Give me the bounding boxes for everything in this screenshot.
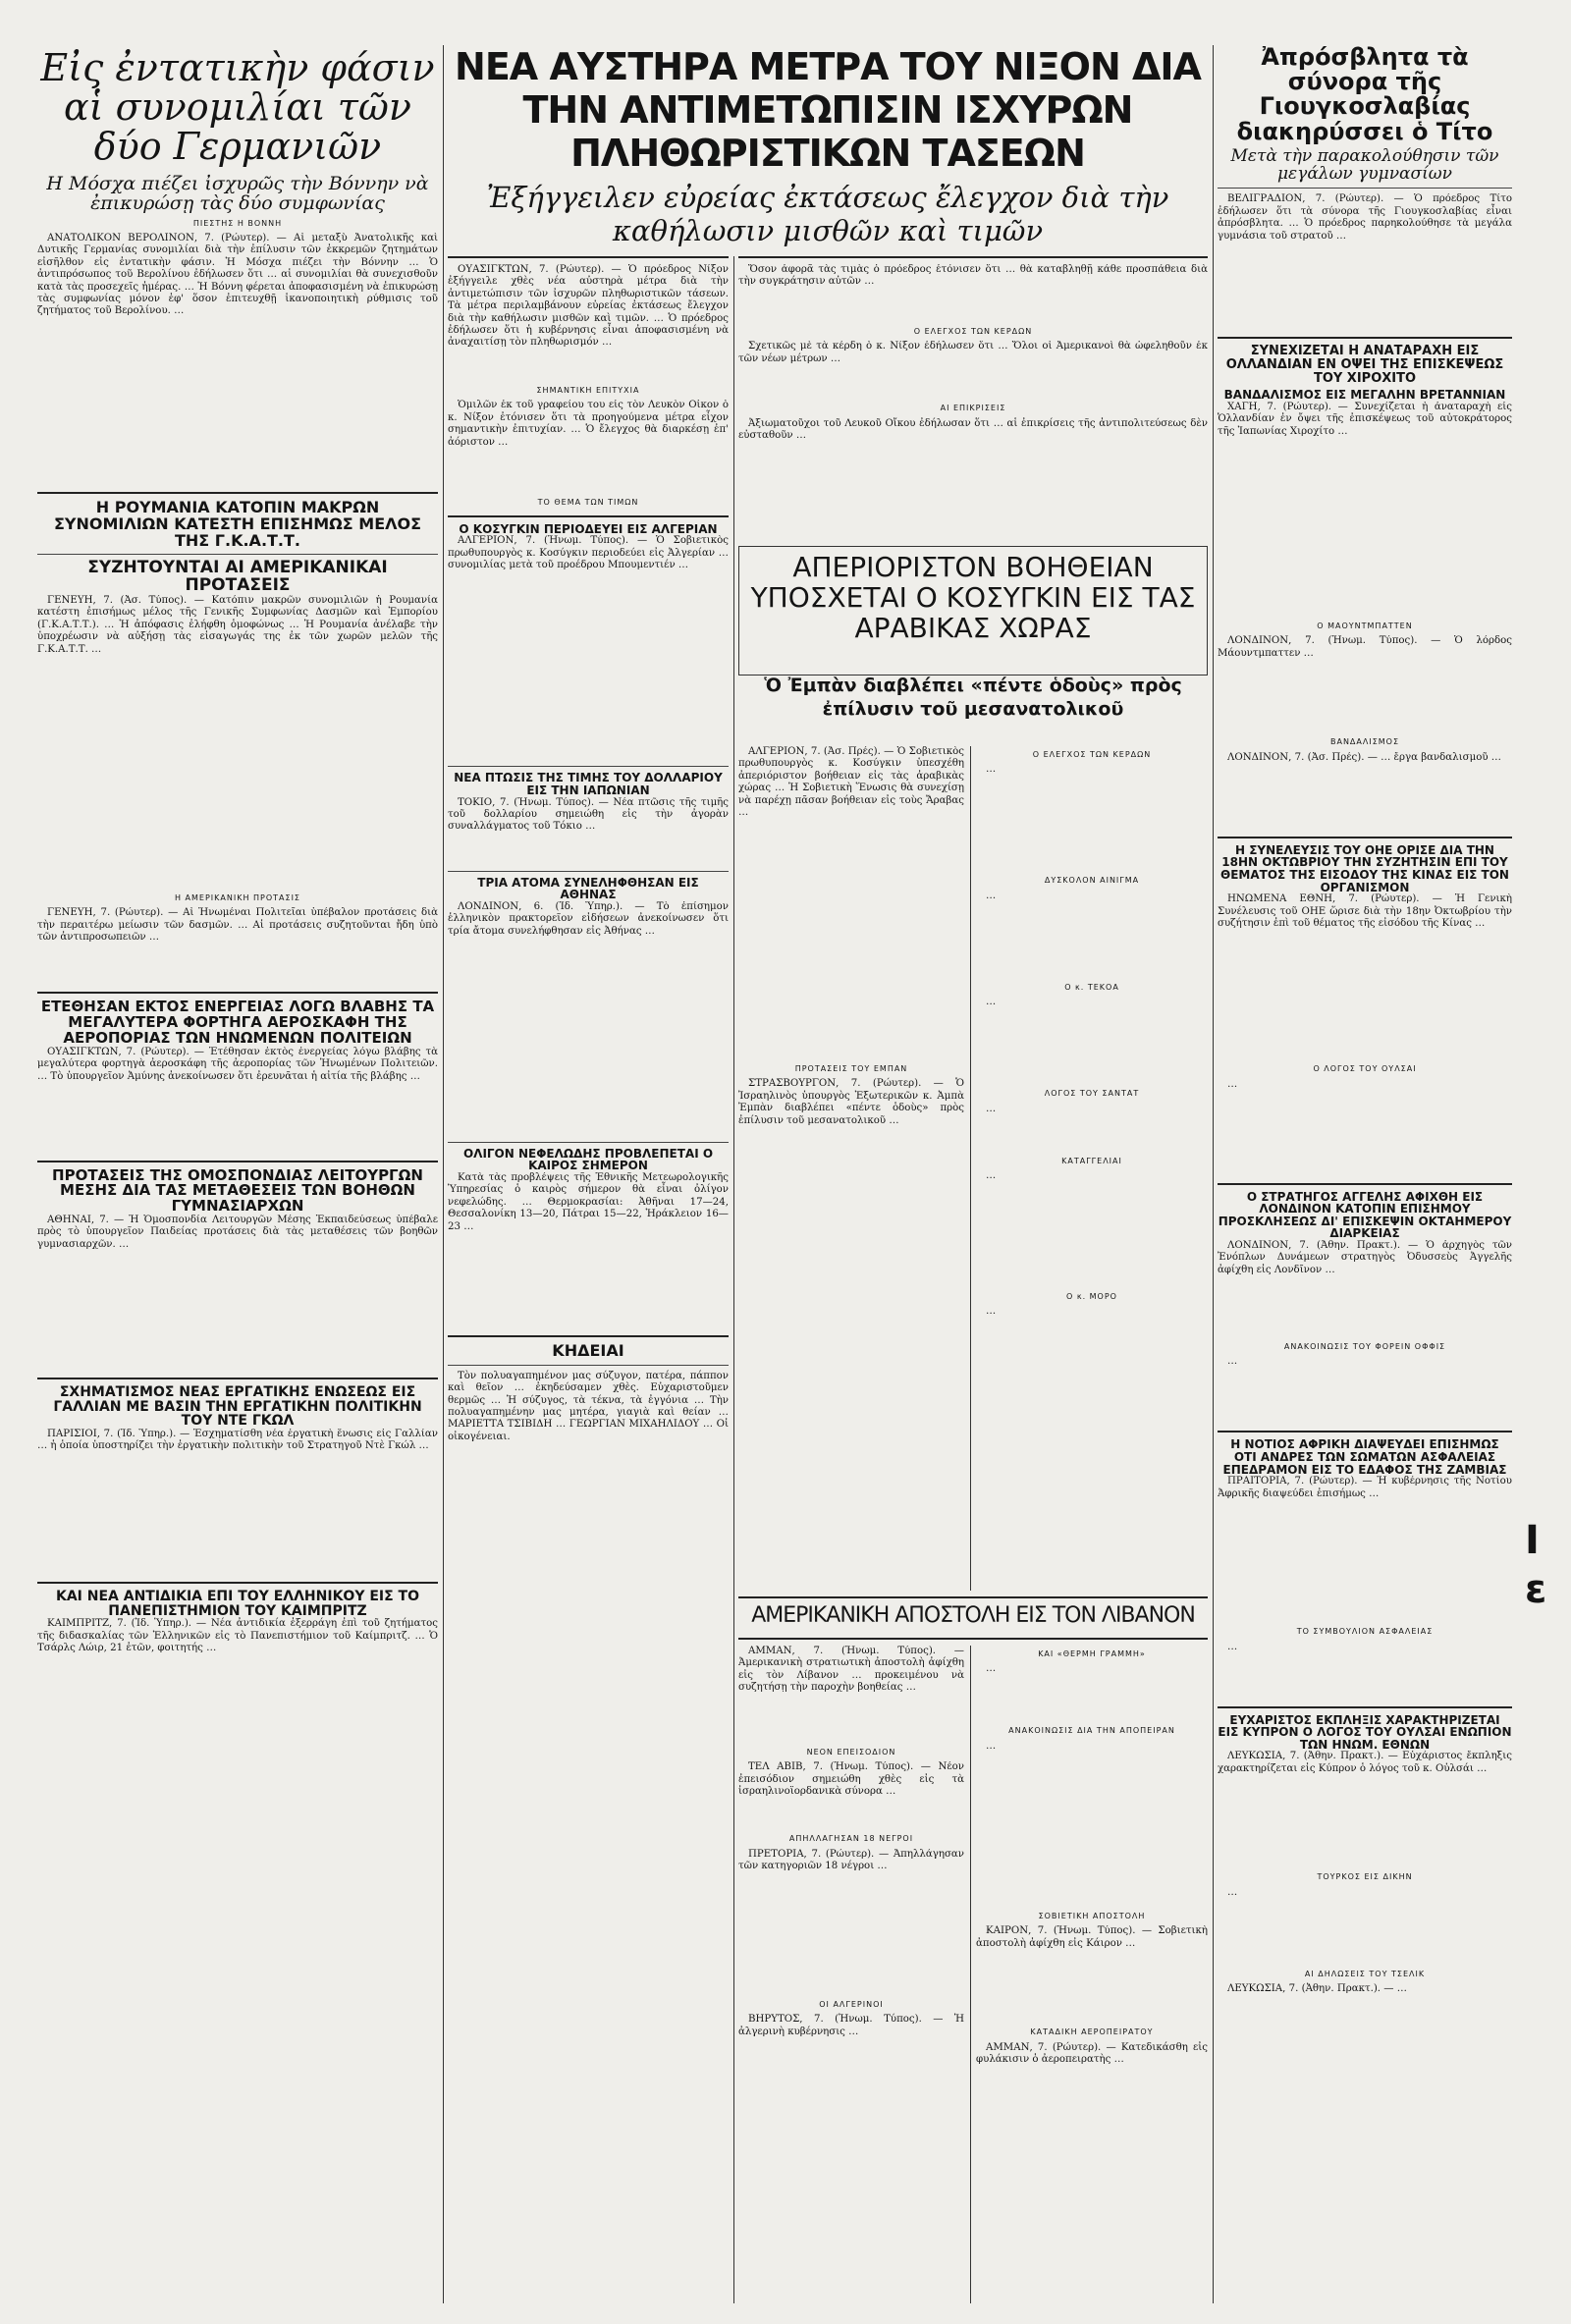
headline-french-union: ΣΧΗΜΑΤΙΣΜΟΣ ΝΕΑΣ ΕΡΓΑΤΙΚΗΣ ΕΝΩΣΕΩΣ ΕΙΣ ΓΑΛΛΙΑΝ ΜΕ ΒΑΣΙΝ ΤΗΝ ΕΡΓΑΤΙΚΗΝ ΠΟΛΙΤΙΚΗΝ ΤΟΥ ΝΤΕ ΓΚΩΛ — [53, 1383, 422, 1430]
byline-success: ΣΗΜΑΝΤΙΚΗ ΕΠΙΤΥΧΙΑ — [536, 386, 640, 395]
headline-angelis-london: Ο ΣΤΡΑΤΗΓΟΣ ΑΓΓΕΛΗΣ ΑΦΙΧΘΗ ΕΙΣ ΛΟΝΔΙΝΟΝ ΚΑΤΟΠΙΝ ΕΠΙΣΗΜΟΥ ΠΡΟΣΚΛΗΣΕΩΣ ΔΙ' ΕΠΙΣΚΕΨΙΝ ΟΚΤΑΗΜΕΡΟΥ ΔΙΑΡΚΕΙΑΣ — [1218, 1189, 1512, 1241]
article-un-china: ΗΝΩΜΕΝΑ ΕΘΝΗ, 7. (Ρώυτερ). — Ἡ Γενικὴ Συνέλευσις τοῦ ΟΗΕ ὥρισε διὰ τὴν 18ην Ὀκτωβρίου τὴν συζήτησιν ἐπὶ τοῦ θέματος τῆς εἰσόδου τῆς Κίνας … — [1218, 893, 1512, 929]
article-algerians: ΒΗΡΥΤΟΣ, 7. (Ἠνωμ. Τύπος). — Ἡ ἀλγερινὴ κυβέρνησις … — [738, 2014, 964, 2037]
headline-cargo-planes: ΕΤΕΘΗΣΑΝ ΕΚΤΟΣ ΕΝΕΡΓΕΙΑΣ ΛΟΓΩ ΒΛΑΒΗΣ ΤΑ ΜΕΓΑΛΥΤΕΡΑ ΦΟΡΤΗΓΑ ΑΕΡΟΣΚΑΦΗ ΤΗΣ ΑΕΡΟΠΟΡΙΑΣ ΤΩΝ ΗΝΩΜΕΝΩΝ ΠΟΛΙΤΕΙΩΝ — [40, 998, 435, 1047]
article-incident: ΤΕΛ ΑΒΙΒ, 7. (Ἠνωμ. Τύπος). — Νέον ἐπεισόδιον σημειώθη χθὲς εἰς τὰ ἰσραηλινοϊορδανικὰ σύνορα … — [738, 1761, 964, 1798]
column-3c — [738, 1646, 964, 2303]
deck-wage-price: Ἐξήγγειλεν εὐρείας ἐκτάσεως ἔλεγχον διὰ τὴν καθήλωσιν μισθῶν καὶ τιμῶν — [486, 181, 1169, 247]
headline-american-mission-lebanon: ΑΜΕΡΙΚΑΝΙΚΗ ΑΠΟΣΤΟΛΗ ΕΙΣ ΤΟΝ ΛΙΒΑΝΟΝ — [751, 1603, 1195, 1628]
newspaper-page — [37, 45, 1547, 2303]
byline-mountbatten: Ο ΜΑΟΥΝΤΜΠΑΤΤΕΝ — [1317, 621, 1413, 630]
headline-funerals: ΚΗΔΕΙΑΙ — [552, 1340, 624, 1360]
column-4: Ἀπρόσβλητα τὰ σύνορα τῆς Γιουγκοσλαβίας διακηρύσσει ὁ Τίτο Μετὰ τὴν παρακολούθησιν τῶν μεγάλων γυμνασίων ΒΕΛΙΓΡΑΔΙΟΝ, 7. (Ρώυτερ). — Ὁ πρόεδρος Τίτο ἐδήλωσεν ὅτι τὰ σύνορα τῆς Γιουγκοσλαβίας εἶναι ἀπρόσβλητα. … Ὁ πρόεδρος παρηκολούθησε τὰ μεγάλα γυμνάσια τοῦ στρατοῦ … ΣΥΝΕΧΙΖΕΤΑΙ Η ΑΝΑΤΑΡΑΧΗ ΕΙΣ ΟΛΛΑΝΔΙΑΝ ΕΝ ΟΨΕΙ ΤΗΣ ΕΠΙΣΚΕΨΕΩΣ ΤΟΥ ΧΙΡΟΧΙΤΟ ΒΑΝΔΑΛΙΣΜΟΣ ΕΙΣ ΜΕΓΑΛΗΝ ΒΡΕΤΑΝΝΙΑΝ ΧΑΓΗ, 7. (Ρώυτερ). — Συνεχίζεται ἡ ἀναταραχὴ εἰς Ὁλλανδίαν ἐν ὄψει τῆς ἐπισκέψεως τοῦ αὐτοκράτορος τῆς Ἰαπωνίας Χιροχίτο … Ο ΜΑΟΥΝΤΜΠΑΤΤΕΝ ΛΟΝΔΙΝΟΝ, 7. (Ἠνωμ. Τύπος). — Ὁ λόρδος Μάουντμπαττεν … ΒΑΝΔΑΛΙΣΜΟΣ ΛΟΝΔΙΝΟΝ, 7. (Ἀσ. Πρές). — … ἔργα βανδαλισμοῦ … Η ΣΥΝΕΛΕΥΣΙΣ ΤΟΥ ΟΗΕ ΟΡΙΣΕ ΔΙΑ ΤΗΝ 18ΗΝ ΟΚΤΩΒΡΙΟΥ ΤΗΝ ΣΥΖΗΤΗΣΙΝ ΕΠΙ ΤΟΥ ΘΕΜΑΤΟΣ ΤΗΣ ΕΙΣΟΔΟΥ ΤΗΣ ΚΙΝΑΣ ΕΙΣ ΤΟΝ ΟΡΓΑΝΙΣΜΟΝ ΗΝΩΜΕΝΑ ΕΘΝΗ, 7. (Ρώυτερ). — Ἡ Γενικὴ Συνέλευσις τοῦ ΟΗΕ ὥρισε διὰ τὴν 18ην Ὀκτωβρίου τὴν συζήτησιν ἐπὶ τοῦ θέματος τῆς εἰσόδου τῆς Κίνας … Ο ΛΟΓΟΣ ΤΟΥ ΟΥΛΣΑΙ … Ο ΣΤΡΑΤΗΓΟΣ ΑΓΓΕΛΗΣ ΑΦΙΧΘΗ ΕΙΣ ΛΟΝΔΙΝΟΝ ΚΑΤΟΠΙΝ ΕΠΙΣΗΜΟΥ ΠΡΟΣΚΛΗΣΕΩΣ ΔΙ' ΕΠΙΣΚΕΨΙΝ ΟΚΤΑΗΜΕΡΟΥ ΔΙΑΡΚΕΙΑΣ ΛΟΝΔΙΝΟΝ, 7. (Ἀθην. Πρακτ.). — Ὁ ἀρχηγὸς τῶν Ἐνόπλων Δυνάμεων στρατηγὸς Ὀδυσσεὺς Ἀγγελῆς ἀφίχθη εἰς Λονδῖνον … ΑΝΑΚΟΙΝΩΣΙΣ ΤΟΥ ΦΟΡΕΙΝ ΟΦΦΙΣ … Η ΝΟΤΙΟΣ ΑΦΡΙΚΗ ΔΙΑΨΕΥΔΕΙ ΕΠΙΣΗΜΩΣ ΟΤΙ ΑΝΔΡΕΣ ΤΩΝ ΣΩΜΑΤΩΝ ΑΣΦΑΛΕΙΑΣ ΕΠΕΔΡΑΜΟΝ ΕΙΣ ΤΟ ΕΔΑΦΟΣ ΤΗΣ ΖΑΜΒΙΑΣ ΠΡΑΙΤΟΡΙΑ, 7. (Ρώυτερ). — Ἡ κυβέρνησις τῆς Νοτίου Ἀφρικῆς διαψεύδει ἐπισήμως … ΤΟ ΣΥΜΒΟΥΛΙΟΝ ΑΣΦΑΛΕΙΑΣ … ΕΥΧΑΡΙΣΤΟΣ ΕΚΠΛΗΞΙΣ ΧΑΡΑΚΤΗΡΙΖΕΤΑΙ ΕΙΣ ΚΥΠΡΟΝ Ο ΛΟΓΟΣ ΤΟΥ ΟΥΛΣΑΙ ΕΝΩΠΙΟΝ ΤΩΝ ΗΝΩΜ. ΕΘΝΩΝ ΛΕΥΚΩΣΙΑ, 7. (Ἀθην. Πρακτ.). — Εὐχάριστος ἔκπληξις χαρακτηρίζεται εἰς Κύπρον ὁ λόγος τοῦ κ. Οὐλσάι … ΤΟΥΡΚΟΣ ΕΙΣ ΔΙΚΗΝ … ΑΙ ΔΗΛΩΣΕΙΣ ΤΟΥ ΤΣΕΛΙΚ ΛΕΥΚΩΣΙΑ, 7. (Ἀθην. Πρακτ.). — … — [1218, 45, 1512, 1995]
subhead-moscow: Η Μόσχα πιέζει ἰσχυρῶς τὴν Βόννην νὰ ἐπικυρώσῃ τὰς δύο συμφωνίας — [46, 172, 429, 214]
article-cyprus: ΛΕΥΚΩΣΙΑ, 7. (Ἀθην. Πρακτ.). — Εὐχάριστος ἔκπληξις χαρακτηρίζεται εἰς Κύπρον ὁ λόγος τοῦ κ. Οὐλσάι … — [1218, 1751, 1512, 1774]
article-profits: Σχετικῶς μὲ τὰ κέρδη ὁ κ. Νίξον ἐδήλωσεν ὅτι … Ὅλοι οἱ Ἀμερικανοὶ θὰ ὠφεληθοῦν ἐκ τῶν νέων μέτρων … — [738, 341, 1208, 364]
headline-kosygin-algeria: Ο ΚΟΣΥΓΚΙΝ ΠΕΡΙΟΔΕΥΕΙ ΕΙΣ ΑΛΓΕΡΙΑΝ — [459, 521, 718, 536]
byline-american-proposal: Η ΑΜΕΡΙΚΑΝΙΚΗ ΠΡΟΤΑΣΙΣ — [174, 893, 300, 903]
headline-un-china: Η ΣΥΝΕΛΕΥΣΙΣ ΤΟΥ ΟΗΕ ΟΡΙΣΕ ΔΙΑ ΤΗΝ 18ΗΝ ΟΚΤΩΒΡΙΟΥ ΤΗΝ ΣΥΖΗΤΗΣΙΝ ΕΠΙ ΤΟΥ ΘΕΜΑΤΟΣ ΤΗΣ ΕΙΣΟΔΟΥ ΤΗΣ ΚΙΝΑΣ ΕΙΣ ΤΟΝ ΟΡΓΑΝΙΣΜΟΝ — [1220, 842, 1509, 894]
headline-tito: Ἀπρόσβλητα τὰ σύνορα τῆς Γιουγκοσλαβίας διακηρύσσει ὁ Τίτο — [1236, 45, 1493, 145]
article-cambridge: ΚΑΙΜΠΡΙΤΖ, 7. (Ἰδ. Ὑπηρ.). — Νέα ἀντιδικία ἐξερράγη ἐπὶ τοῦ ζητήματος τῆς διδασκαλίας τῶν Ἑλληνικῶν εἰς τὸ Πανεπιστήμιον τοῦ Καίμπριτζ. … Ὁ Τσάρλς Λώιρ, 21 ἐτῶν, φοιτητής … — [37, 1618, 438, 1654]
byline-foreign-office: ΑΝΑΚΟΙΝΩΣΙΣ ΤΟΥ ΦΟΡΕΙΝ ΟΦΦΙΣ — [1283, 1341, 1446, 1351]
article-romania: ΓΕΝΕΥΗ, 7. (Ἀσ. Τύπος). — Κατόπιν μακρῶν συνομιλιῶν ἡ Ρουμανία κατέστη ἐπισήμως μέλος τῆς Γενικῆς Συμφωνίας Δασμῶν καὶ Ἐμπορίου (Γ.Κ.Α.Τ.Τ.). … Ἡ ἀπόφασις ἐλήφθη ὁμοφώνως … Ἡ Ρουμανία ἀνέλαβε τὴν ὑποχρέωσιν νὰ αὐξήσῃ τὰς εἰσαγωγάς της ἐκ τῶν χωρῶν μελῶν τῆς Γ.Κ.Α.Τ.Τ. … — [37, 595, 438, 655]
byline-profits-2: Ο ΕΛΕΓΧΟΣ ΤΩΝ ΚΕΡΔΩΝ — [1032, 750, 1152, 759]
column-3b: Ο ΕΛΕΓΧΟΣ ΤΩΝ ΚΕΡΔΩΝ … ΔΥΣΚΟΛΟΝ ΑΙΝΙΓΜΑ … Ο κ. ΤΕΚΟΑ … ΛΟΓΟΣ ΤΟΥ ΣΑΝΤΑΤ … ΚΑΤΑΓΓΕΛΙΑΙ … Ο κ. ΜΟΡΟ … — [976, 746, 1208, 1591]
column-3d: ΚΑΙ «ΘΕΡΜΗ ΓΡΑΜΜΗ» … ΑΝΑΚΟΙΝΩΣΙΣ ΔΙΑ ΤΗΝ ΑΠΟΠΕΙΡΑΝ … ΣΟΒΙΕΤΙΚΗ ΑΠΟΣΤΟΛΗ ΚΑΪΡΟΝ, 7. (Ἠνωμ. Τύπος). — Σοβιετικὴ ἀποστολὴ ἀφίχθη εἰς Κάιρον … ΚΑΤΑΔΙΚΗ ΑΕΡΟΠΕΙΡΑΤΟΥ ΑΜΜΑΝ, 7. (Ρώυτερ). — Κατεδικάσθη εἰς φυλάκισιν ὁ ἀεροπειρατὴς … — [976, 1649, 1208, 2066]
headline-cambridge: ΚΑΙ ΝΕΑ ΑΝΤΙΔΙΚΙΑ ΕΠΙ ΤΟΥ ΕΛΛΗΝΙΚΟΥ ΕΙΣ ΤΟ ΠΑΝΕΠΙΣΤΗΜΙΟΝ ΤΟΥ ΚΑΙΜΠΡΙΤΖ — [55, 1589, 419, 1619]
article-nixon: ΟΥΑΣΙΓΚΤΩΝ, 7. (Ρώυτερ). — Ὁ πρόεδρος Νίξον ἐξήγγειλε χθὲς νέα αὐστηρὰ μέτρα διὰ τὴν ἀντιμετώπισιν τῶν ἰσχυρῶν πληθωριστικῶν τάσεων. Τὰ μέτρα περιλαμβάνουν εὐρείας ἐκτάσεως ἔλεγχον διὰ τὴν καθήλωσιν μισθῶν καὶ τιμῶν. … Ὁ πρόεδρος ἐδήλωσεν ὅτι ἡ κυβέρνησις εἶναι ἀποφασισμένη νὰ ἀναχαιτίσῃ τὸν πληθωρισμόν … — [448, 264, 729, 349]
headline-dollar-japan: ΝΕΑ ΠΤΩΣΙΣ ΤΗΣ ΤΙΜΗΣ ΤΟΥ ΔΟΛΛΑΡΙΟΥ ΕΙΣ ΤΗΝ ΙΑΠΩΝΙΑΝ — [454, 771, 723, 797]
article-angelis: ΛΟΝΔΙΝΟΝ, 7. (Ἀθην. Πρακτ.). — Ὁ ἀρχηγὸς τῶν Ἐνόπλων Δυνάμεων στρατηγὸς Ὀδυσσεὺς Ἀγγελῆς ἀφίχθη εἰς Λονδῖνον … — [1218, 1239, 1512, 1275]
byline-turk-trial: ΤΟΥΡΚΟΣ ΕΙΣ ΔΙΚΗΝ — [1317, 1872, 1413, 1882]
deck-eban — [738, 674, 1208, 742]
headline-weather: ΟΛΙΓΟΝ ΝΕΦΕΛΩΔΗΣ ΠΡΟΒΛΕΠΕΤΑΙ Ο ΚΑΙΡΟΣ ΣΗΜΕΡΟΝ — [462, 1146, 714, 1173]
kosygin-arab-box — [738, 546, 1208, 676]
article-lebanon: ΑΜΜΑΝ, 7. (Ἠνωμ. Τύπος). — Ἀμερικανικὴ στρατιωτικὴ ἀποστολὴ ἀφίχθη εἰς τὸν Λίβανον … προκειμένου νὰ συζητήσῃ τὴν παροχὴν βοηθείας … — [738, 1646, 964, 1694]
headline-south-africa-zambia: Η ΝΟΤΙΟΣ ΑΦΡΙΚΗ ΔΙΑΨΕΥΔΕΙ ΕΠΙΣΗΜΩΣ ΟΤΙ ΑΝΔΡΕΣ ΤΩΝ ΣΩΜΑΤΩΝ ΑΣΦΑΛΕΙΑΣ ΕΠΕΔΡΑΜΟΝ ΕΙΣ ΤΟ ΕΔΑΦΟΣ ΤΗΣ ΖΑΜΒΙΑΣ — [1222, 1437, 1507, 1477]
edge-glyph-2: ε — [1525, 1567, 1547, 1612]
headline-teachers-federation: ΠΡΟΤΑΣΕΙΣ ΤΗΣ ΟΜΟΣΠΟΝΔΙΑΣ ΛΕΙΤΟΥΡΓΩΝ ΜΕΣΗΣ ΔΙΑ ΤΑΣ ΜΕΤΑΘΕΣΕΙΣ ΤΩΝ ΒΟΗΘΩΝ ΓΥΜΝΑΣΙΑΡΧΩΝ — [52, 1165, 423, 1216]
article-eban: ΣΤΡΑΣΒΟΥΡΓΟΝ, 7. (Ρώυτερ). — Ὁ Ἰσραηλινὸς ὑπουργὸς Ἐξωτερικῶν κ. Ἀμπὰ Ἐμπὰν διαβλέπει «πέντε ὁδοὺς» πρὸς ἐπίλυσιν τοῦ μεσανατολικοῦ … — [738, 1078, 964, 1126]
byline-18-negroes: ΑΠΗΛΛΑΓΗΣΑΝ 18 ΝΕΓΡΟΙ — [788, 1834, 914, 1844]
byline-sadat: ΛΟΓΟΣ ΤΟΥ ΣΑΝΤΑΤ — [1044, 1089, 1140, 1099]
column-3-upper — [738, 256, 1208, 551]
byline-moro: Ο κ. ΜΟΡΟ — [1066, 1292, 1117, 1302]
headline-three-arrested: ΤΡΙΑ ΑΤΟΜΑ ΣΥΝΕΛΗΦΘΗΣΑΝ ΕΙΣ ΑΘΗΝΑΣ — [477, 875, 699, 902]
byline-security-council: ΤΟ ΣΥΜΒΟΥΛΙΟΝ ΑΣΦΑΛΕΙΑΣ — [1296, 1627, 1434, 1637]
column-3a — [738, 746, 964, 1591]
headline-vandalism-britain: ΒΑΝΔΑΛΙΣΜΟΣ ΕΙΣ ΜΕΓΑΛΗΝ ΒΡΕΤΑΝΝΙΑΝ — [1223, 388, 1506, 403]
byline-eban-proposals: ΠΡΟΤΑΣΕΙΣ ΤΟΥ ΕΜΠΑΝ — [794, 1064, 908, 1073]
byline-prices: ΤΟ ΘΕΜΑ ΤΩΝ ΤΙΜΩΝ — [537, 498, 639, 508]
byline-criticism: ΑΙ ΕΠΙΚΡΙΣΕΙΣ — [940, 404, 1006, 413]
article-weather: Κατὰ τὰς προβλέψεις τῆς Ἐθνικῆς Μετεωρολογικῆς Ὑπηρεσίας ὁ καιρὸς σήμερον θὰ εἶναι ὀλίγον νεφελώδης. … Θερμοκρασίαι: Ἀθῆναι 17—24, Θεσσαλονίκη 13—20, Πάτραι 15—22, Ἡράκλειον 16—23 … — [448, 1171, 729, 1232]
byline-attempt: ΑΝΑΚΟΙΝΩΣΙΣ ΔΙΑ ΤΗΝ ΑΠΟΠΕΙΡΑΝ — [1008, 1726, 1175, 1736]
headline-american-proposals: ΣΥΖΗΤΟΥΝΤΑΙ ΑΙ ΑΜΕΡΙΚΑΝΙΚΑΙ ΠΡΟΤΑΣΕΙΣ — [87, 558, 388, 596]
byline-hijacker: ΚΑΤΑΔΙΚΗ ΑΕΡΟΠΕΙΡΑΤΟΥ — [1030, 2027, 1154, 2037]
lebanon-banner — [738, 1596, 1208, 1640]
article-nixon-cont: Ὅσον ἀφορᾶ τὰς τιμὰς ὁ πρόεδρος ἐτόνισεν ὅτι … θὰ καταβληθῇ κάθε προσπάθεια διὰ τὴν συγκράτησιν αὐτῶν … — [738, 264, 1208, 288]
article-kosygin-algeria: ΑΛΓΕΡΙΟΝ, 7. (Ἠνωμ. Τύπος). — Ὁ Σοβιετικὸς πρωθυπουργὸς κ. Κοσύγκιν περιοδεύει εἰς Ἀλγερίαν … συνομιλίας μετὰ τοῦ προέδρου Μπουμεντιέν … — [448, 535, 729, 571]
byline-tekoa: Ο κ. ΤΕΚΟΑ — [1064, 982, 1119, 992]
column-1 — [37, 45, 438, 2303]
byline-riddle: ΔΥΣΚΟΛΟΝ ΑΙΝΙΓΜΑ — [1044, 876, 1140, 886]
article-negroes: ΠΡΕΤΟΡΙΑ, 7. (Ρώυτερ). — Ἀπηλλάγησαν τῶν κατηγοριῶν 18 νέγροι … — [738, 1848, 964, 1872]
article-soviet-mission: ΚΑΪΡΟΝ, 7. (Ἠνωμ. Τύπος). — Σοβιετικὴ ἀποστολὴ ἀφίχθη εἰς Κάιρον … — [976, 1925, 1208, 1949]
article-mountbatten: ΛΟΝΔΙΝΟΝ, 7. (Ἠνωμ. Τύπος). — Ὁ λόρδος Μάουντμπαττεν … — [1218, 635, 1512, 659]
deck-exercises: Μετὰ τὴν παρακολούθησιν τῶν μεγάλων γυμνασίων — [1230, 145, 1499, 184]
article-german-talks: ΑΝΑΤΟΛΙΚΟΝ ΒΕΡΟΛΙΝΟΝ, 7. (Ρώυτερ). — Αἱ μεταξὺ Ἀνατολικῆς καὶ Δυτικῆς Γερμανίας συνομιλίαι διὰ τὴν ἐπίλυσιν τῶν ἐκκρεμῶν ζητημάτων εἰσῆλθον εἰς ἐντατικὴν φάσιν. Ἡ Μόσχα πιέζει τὴν Βόννην … Ὁ ἀντιπρόσωπος τοῦ Βερολίνου ἐδήλωσεν ὅτι … αἱ συνομιλίαι θὰ συνεχισθοῦν κατὰ τὰς προσεχεῖς ἡμέρας. … Ἡ Βόννη φέρεται ἀποφασισμένη νὰ ἐπικυρώσῃ τὰς συμφωνίας μόνον ἐφ' ὅσον ἐπιτευχθῇ ἱκανοποιητικὴ ρύθμισις τοῦ ζητήματος τοῦ Βερολίνου. … — [37, 232, 438, 317]
byline-ulsai-speech: Ο ΛΟΓΟΣ ΤΟΥ ΟΥΛΣΑΙ — [1313, 1064, 1417, 1074]
byline-vandalism: ΒΑΝΔΑΛΙΣΜΟΣ — [1329, 737, 1400, 747]
byline-complaints: ΚΑΤΑΓΓΕΛΙΑΙ — [1061, 1156, 1122, 1165]
column-2 — [448, 256, 729, 2303]
headline-cyprus-surprise: ΕΥΧΑΡΙΣΤΟΣ ΕΚΠΛΗΞΙΣ ΧΑΡΑΚΤΗΡΙΖΕΤΑΙ ΕΙΣ ΚΥΠΡΟΝ Ο ΛΟΓΟΣ ΤΟΥ ΟΥΛΣΑΙ ΕΝΩΠΙΟΝ ΤΩΝ ΗΝΩΜ. ΕΘΝΩΝ — [1218, 1712, 1512, 1752]
byline-hotline: ΚΑΙ «ΘΕΡΜΗ ΓΡΑΜΜΗ» — [1038, 1649, 1146, 1658]
banner-kosygin: ΑΠΕΡΙΟΡΙΣΤΟΝ ΒΟΗΘΕΙΑΝ ΥΠΟΣΧΕΤΑΙ Ο ΚΟΣΥΓΚΙΝ ΕΙΣ ΤΑΣ ΑΡΑΒΙΚΑΣ ΧΩΡΑΣ — [750, 551, 1196, 644]
article-french-union: ΠΑΡΙΣΙΟΙ, 7. (Ἰδ. Ὑπηρ.). — Ἐσχηματίσθη νέα ἐργατικὴ ἕνωσις εἰς Γαλλίαν … ἡ ὁποία ὑποστηρίζει τὴν ἐργατικὴν πολιτικὴν τοῦ Στρατηγοῦ Ντὲ Γκώλ … — [37, 1429, 438, 1452]
deck-eban-text: Ὁ Ἐμπὰν διαβλέπει «πέντε ὁδοὺς» πρὸς ἐπίλυσιν τοῦ μεσανατολικοῦ — [764, 675, 1182, 720]
article-holland: ΧΑΓΗ, 7. (Ρώυτερ). — Συνεχίζεται ἡ ἀναταραχὴ εἰς Ὁλλανδίαν ἐν ὄψει τῆς ἐπισκέψεως τοῦ αὐτοκράτορος τῆς Ἰαπωνίας Χιροχίτο … — [1218, 401, 1512, 437]
banner-nixon: ΝΕΑ ΑΥΣΤΗΡΑ ΜΕΤΡΑ ΤΟΥ ΝΙΞΟΝ ΔΙΑ ΤΗΝ ΑΝΤΙΜΕΤΩΠΙΣΙΝ ΙΣΧΥΡΩΝ ΠΛΗΘΩΡΙΣΤΙΚΩΝ ΤΑΣΕΩΝ — [455, 45, 1201, 175]
article-success: Ὁμιλῶν ἐκ τοῦ γραφείου του εἰς τὸν Λευκὸν Οἶκον ὁ κ. Νίξον ἐτόνισεν ὅτι τὰ προηγούμενα μέτρα εἶχον σημαντικὴν ἐπιτυχίαν. … Ὁ ἔλεγχος θὰ διαρκέσῃ ἐπ' ἀόριστον … — [448, 400, 729, 448]
article-kosygin-arab: ΑΛΓΕΡΙΟΝ, 7. (Ἀσ. Πρές). — Ὁ Σοβιετικὸς πρωθυπουργὸς κ. Κοσύγκιν ὑπεσχέθη ἀπεριόριστον βοήθειαν εἰς τὰς ἀραβικὰς χώρας … Ἡ Σοβιετικὴ Ἕνωσις θὰ συνεχίσῃ νὰ παρέχῃ πᾶσαν βοήθειαν εἰς τοὺς Ἄραβας … — [738, 746, 964, 819]
article-criticism: Ἀξιωματοῦχοι τοῦ Λευκοῦ Οἴκου ἐδήλωσαν ὅτι … αἱ ἐπικρίσεις τῆς ἀντιπολιτεύσεως δὲν εὐσταθοῦν … — [738, 417, 1208, 442]
byline-algerians: ΟΙ ΑΛΓΕΡΙΝΟΙ — [819, 1999, 884, 2009]
article-teachers-federation: ΑΘΗΝΑΙ, 7. — Ἡ Ὁμοσπονδία Λειτουργῶν Μέσης Ἐκπαιδεύσεως ὑπέβαλε πρὸς τὸ ὑπουργεῖον Παιδείας προτάσεις διὰ τὰς μεταθέσεις τῶν βοηθῶν γυμνασιαρχῶν. … — [37, 1214, 438, 1250]
byline-pressure: ΠΙΕΣΤΗΣ Η ΒΟΝΝΗ — [192, 218, 283, 228]
article-hijacker: ΑΜΜΑΝ, 7. (Ρώυτερ). — Κατεδικάσθη εἰς φυλάκισιν ὁ ἀεροπειρατὴς … — [976, 2041, 1208, 2066]
article-vandalism: ΛΟΝΔΙΝΟΝ, 7. (Ἀσ. Πρές). — … ἔργα βανδαλισμοῦ … — [1227, 751, 1501, 763]
byline-profits-control: Ο ΕΛΕΓΧΟΣ ΤΩΝ ΚΕΡΔΩΝ — [913, 327, 1033, 336]
edge-glyph-1: Ι — [1525, 1518, 1540, 1563]
article-south-africa: ΠΡΑΙΤΟΡΙΑ, 7. (Ρώυτερ). — Ἡ κυβέρνησις τῆς Νοτίου Ἀφρικῆς διαψεύδει ἐπισήμως … — [1218, 1476, 1512, 1499]
byline-soviet-mission: ΣΟΒΙΕΤΙΚΗ ΑΠΟΣΤΟΛΗ — [1038, 1911, 1146, 1920]
byline-new-incident: ΝΕΟΝ ΕΠΕΙΣΟΔΙΟΝ — [806, 1748, 896, 1757]
byline-celik: ΑΙ ΔΗΛΩΣΕΙΣ ΤΟΥ ΤΣΕΛΙΚ — [1304, 1969, 1426, 1978]
article-celik: ΛΕΥΚΩΣΙΑ, 7. (Ἀθην. Πρακτ.). — … — [1227, 1983, 1407, 1995]
headline-german-talks: Εἰς ἐντατικὴν φάσιν αἱ συνομιλίαι τῶν δύο Γερμανιῶν — [40, 46, 435, 168]
headline-romania-gatt: Η ΡΟΥΜΑΝΙΑ ΚΑΤΟΠΙΝ ΜΑΚΡΩΝ ΣΥΝΟΜΙΛΙΩΝ ΚΑΤΕΣΤΗ ΕΠΙΣΗΜΩΣ ΜΕΛΟΣ ΤΗΣ Γ.Κ.Α.Τ.Τ. — [53, 497, 422, 550]
headline-holland-hirohito: ΣΥΝΕΧΙΖΕΤΑΙ Η ΑΝΑΤΑΡΑΧΗ ΕΙΣ ΟΛΛΑΝΔΙΑΝ ΕΝ ΟΨΕΙ ΤΗΣ ΕΠΙΣΚΕΨΕΩΣ ΤΟΥ ΧΙΡΟΧΙΤΟ — [1225, 344, 1504, 386]
funeral-notices: Τὸν πολυαγαπημένον μας σύζυγον, πατέρα, πάππον καὶ θεῖον … ἐκηδεύσαμεν χθὲς. Εὐχαριστοῦμεν θερμῶς … Ἡ σύζυγος, τὰ τέκνα, τὰ ἐγγόνια … Τὴν πολυαγαπημένην μας μητέρα, γιαγιὰ καὶ θείαν … ΜΑΡΙΕΤΤΑ ΤΣΙΒΙΔΗ … ΓΕΩΡΓΙΑΝ ΜΙΧΑΗΛΙΔΟΥ … Οἱ οἰκογένειαι. — [448, 1370, 729, 1442]
article-dollar-japan: ΤΟΚΙΟ, 7. (Ἠνωμ. Τύπος). — Νέα πτῶσις τῆς τιμῆς τοῦ δολλαρίου σημειώθη εἰς τὴν ἀγορὰν συναλλάγματος τοῦ Τόκιο … — [448, 796, 729, 833]
article-three-arrested: ΛΟΝΔΙΝΟΝ, 6. (Ἰδ. Ὑπηρ.). — Τὸ ἐπίσημον ἑλληνικὸν πρακτορεῖον εἰδήσεων ἀνεκοίνωσεν ὅτι τρία ἄτομα συνελήφθησαν εἰς Ἀθήνας … — [448, 900, 729, 937]
article-cargo-planes: ΟΥΑΣΙΓΚΤΩΝ, 7. (Ρώυτερ). — Ἐτέθησαν ἐκτὸς ἐνεργείας λόγω βλάβης τὰ μεγαλύτερα φορτηγὰ ἀεροσκάφη τῆς ἀεροπορίας τῶν Ἡνωμένων Πολιτειῶν. … Τὸ ὑπουργεῖον Ἀμύνης ἀνεκοίνωσεν ὅτι ἐρευνᾶται ἡ αἰτία τῆς βλάβης … — [37, 1046, 438, 1082]
article-american-proposal: ΓΕΝΕΥΗ, 7. (Ρώυτερ). — Αἱ Ἡνωμέναι Πολιτεῖαι ὑπέβαλον προτάσεις διὰ τὴν περαιτέρω μείωσιν τῶν δασμῶν. … Αἱ προτάσεις συζητοῦνται ἤδη ὑπὸ τῶν ἀντιπροσωπειῶν … — [37, 907, 438, 944]
article-tito: ΒΕΛΙΓΡΑΔΙΟΝ, 7. (Ρώυτερ). — Ὁ πρόεδρος Τίτο ἐδήλωσεν ὅτι τὰ σύνορα τῆς Γιουγκοσλαβίας εἶναι ἀπρόσβλητα. … Ὁ πρόεδρος παρηκολούθησε τὰ μεγάλα γυμνάσια τοῦ στρατοῦ … — [1218, 193, 1512, 242]
